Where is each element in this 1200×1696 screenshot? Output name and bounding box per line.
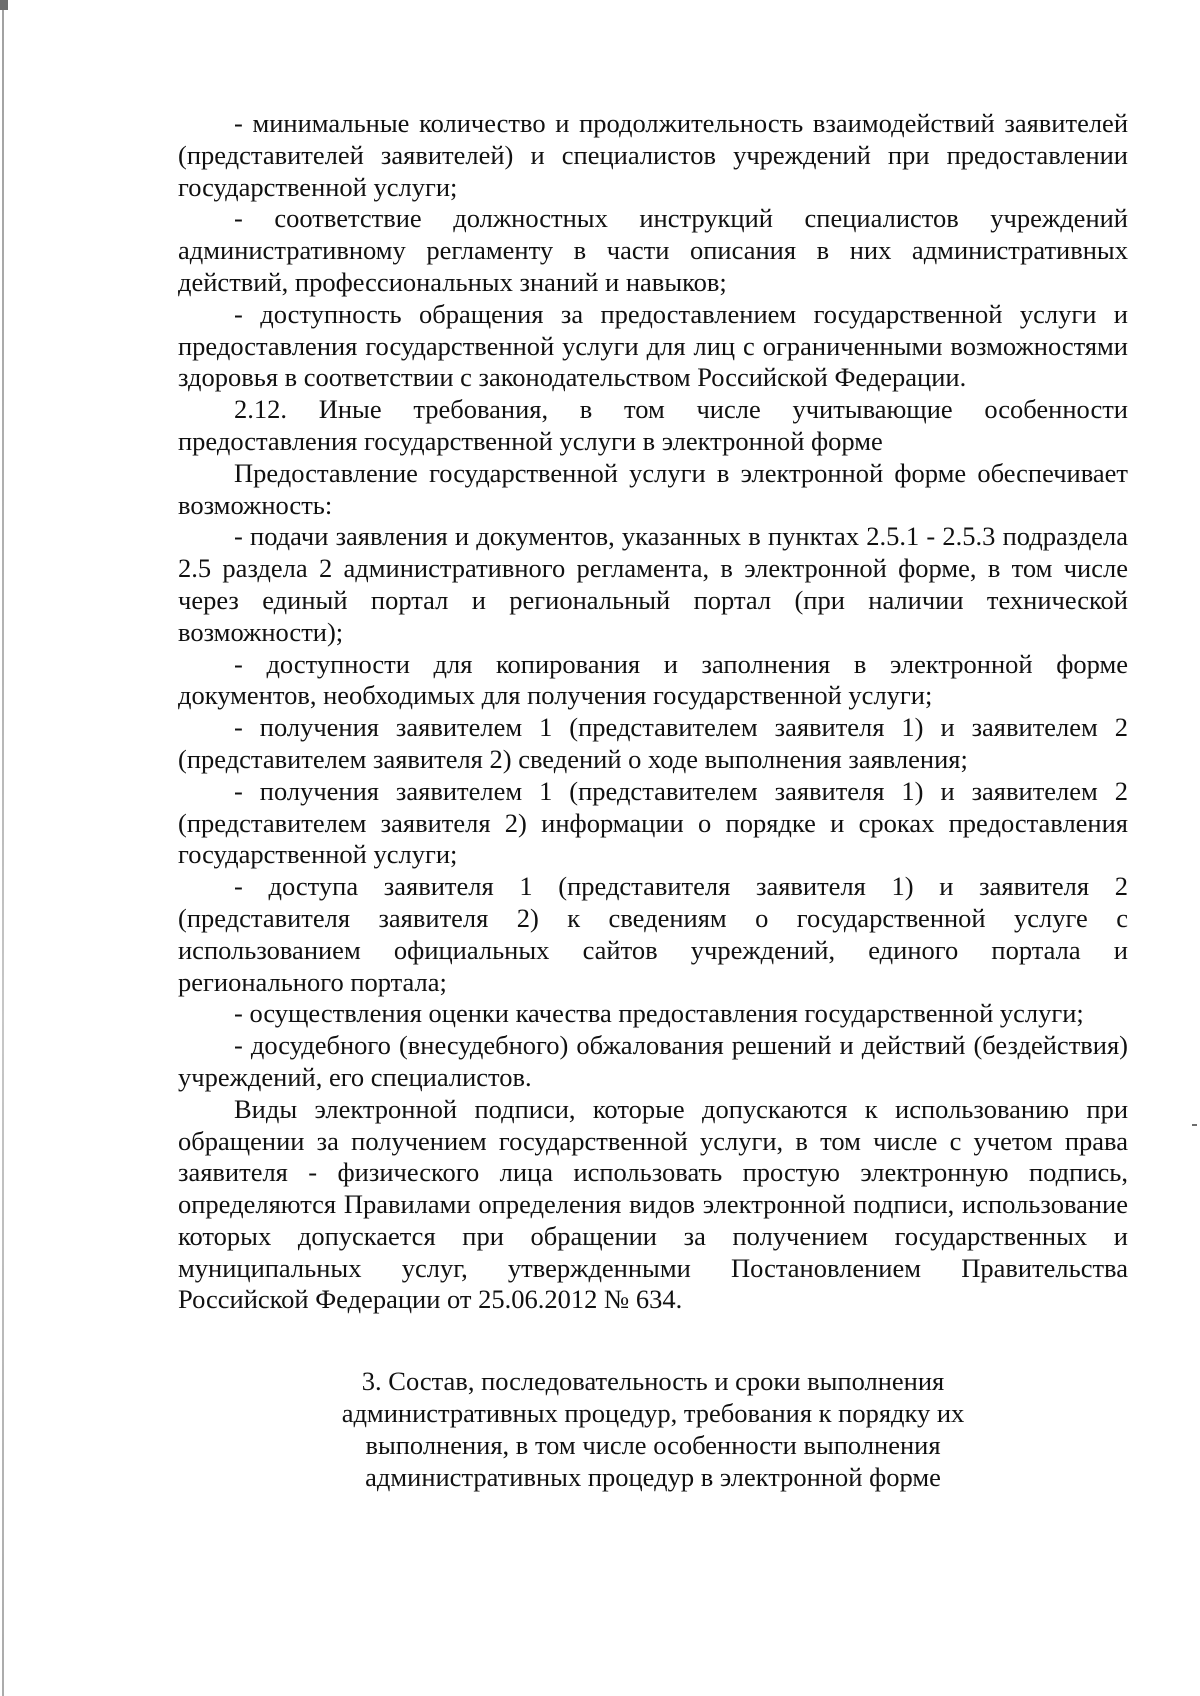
section-3-heading: 3. Состав, последовательность и сроки выполнения административных процедур, требования к порядку их выполнения, в том числе особенности выполнения административных процедур в электронной форме: [341, 1366, 965, 1492]
paragraph-accessibility: - доступность обращения за предоставлением государственной услуги и предоставления государственной услуги для лиц с ограниченными возможностями здоровья в соответствии с законодательством Российской Федерации.: [178, 298, 1128, 393]
scan-artifact: [0, 0, 8, 10]
paragraph-electronic-intro: Предоставление государственной услуги в электронной форме обеспечивает возможность:: [178, 457, 1128, 520]
paragraph-access-info: - доступа заявителя 1 (представителя заявителя 1) и заявителя 2 (представителя заявителя 2) к сведениям о государственной услуге с использованием официальных сайтов учреждений, единого портала и регионального портала;: [178, 871, 1128, 997]
paragraph-progress-info: - получения заявителем 1 (представителем заявителя 1) и заявителем 2 (представителем заявителя 2) сведений о ходе выполнения заявления;: [178, 712, 1128, 774]
paragraph-appeal: - досудебного (внесудебного) обжалования решений и действий (бездействия) учреждений, его специалистов.: [178, 1030, 1128, 1092]
paragraph-copy-fill: - доступности для копирования и заполнения в электронной форме документов, необходимых для получения государственной услуги;: [178, 648, 1128, 711]
paragraph-job-instructions: - соответствие должностных инструкций специалистов учреждений административному регламенту в части описания в них административных действий, профессиональных знаний и навыков;: [178, 203, 1128, 297]
paragraph-electronic-signature: Виды электронной подписи, которые допускаются к использованию при обращении за получением государственной услуги, в том числе с учетом права заявителя - физического лица использовать простую электронную подпись, определяются Правилами определения видов электронной подписи, использование которых допускается при обращении за получением государственных и муниципальных услуг, утвержденными Постановлением Правительства Российской Федерации от 25.06.2012 № 634.: [178, 1093, 1128, 1315]
paragraph-submission: - подачи заявления и документов, указанных в пунктах 2.5.1 - 2.5.3 подраздела 2.5 раздела 2 административного регламента, в электронной форме, в том числе через единый портал и региональный портал (при наличии технической возможности);: [178, 521, 1128, 647]
paragraph-2-12-heading: 2.12. Иные требования, в том числе учитывающие особенности предоставления государственной услуги в электронной форме: [178, 394, 1128, 456]
paragraph-procedure-info: - получения заявителем 1 (представителем заявителя 1) и заявителем 2 (представителем заявителя 2) информации о порядке и сроках предоставления государственной услуги;: [178, 775, 1128, 870]
scan-artifact: [1192, 1124, 1197, 1126]
document-body: [178, 108, 1128, 1493]
paragraph-min-interactions: - минимальные количество и продолжительность взаимодействий заявителей (представителей заявителей) и специалистов учреждений при предоставлении государственной услуги;: [178, 108, 1128, 202]
scan-edge-line: [2, 0, 4, 1696]
paragraph-quality-assessment: - осуществления оценки качества предоставления государственной услуги;: [234, 998, 1084, 1029]
